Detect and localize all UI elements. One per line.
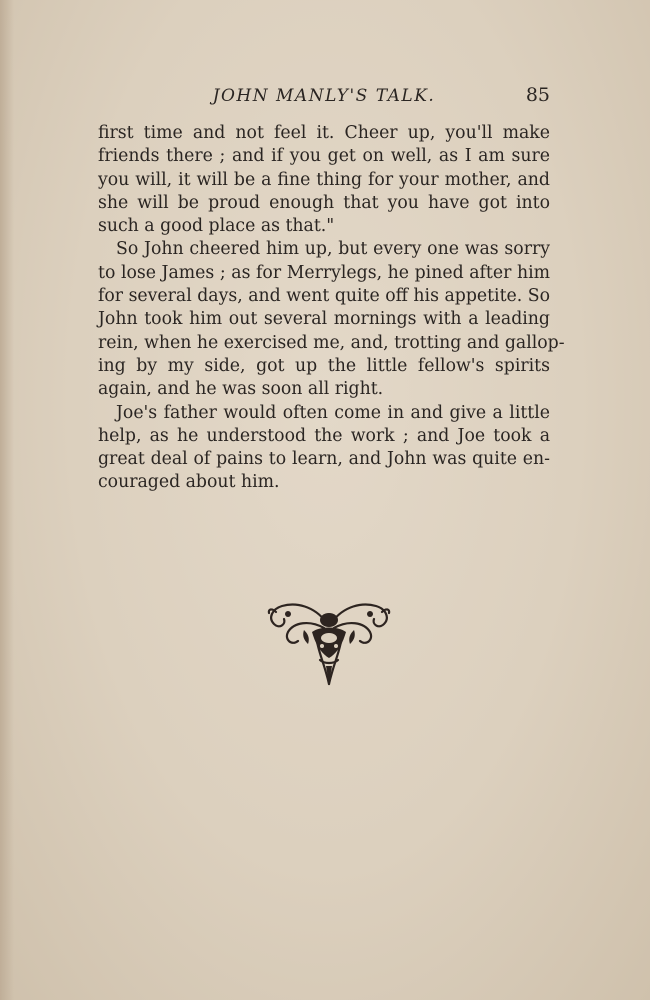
paragraph [98, 402, 550, 495]
text-line: such a good place as that." [98, 216, 335, 237]
text-line: friends there ; and if you get on well, as I am sure [98, 146, 550, 167]
text-line: ing by my side, got up the little fellow's spirits [98, 355, 550, 376]
text-line: you will, it will be a fine thing for your mother, and [98, 169, 550, 190]
text-line: rein, when he exercised me, and, trotting and gallop- [98, 332, 565, 353]
floral-tailpiece-ornament-icon [266, 600, 392, 688]
text-line: help, as he understood the work ; and Joe took a [98, 425, 550, 446]
page-header [98, 84, 550, 110]
text-line: So John cheered him up, but every one was sorry [116, 239, 550, 260]
page-number: 85 [525, 84, 550, 106]
paragraph [98, 122, 550, 238]
text-line: first time and not feel it. Cheer up, you'll make [98, 123, 550, 143]
body-text [98, 122, 565, 495]
text-line: she will be proud enough that you have got into [98, 192, 550, 213]
text-line: to lose James ; as for Merrylegs, he pined after him [98, 262, 550, 283]
paragraph [98, 238, 565, 401]
running-title: JOHN MANLY'S TALK. [212, 86, 436, 106]
text-line: Joe's father would often come in and give a little [116, 402, 550, 423]
text-line: couraged about him. [98, 472, 280, 493]
text-line: John took him out several mornings with a leading [98, 309, 550, 330]
text-line: great deal of pains to learn, and John was quite en- [98, 449, 550, 470]
text-line: for several days, and went quite off his appetite. So [98, 286, 550, 307]
text-line: again, and he was soon all right. [98, 379, 384, 400]
